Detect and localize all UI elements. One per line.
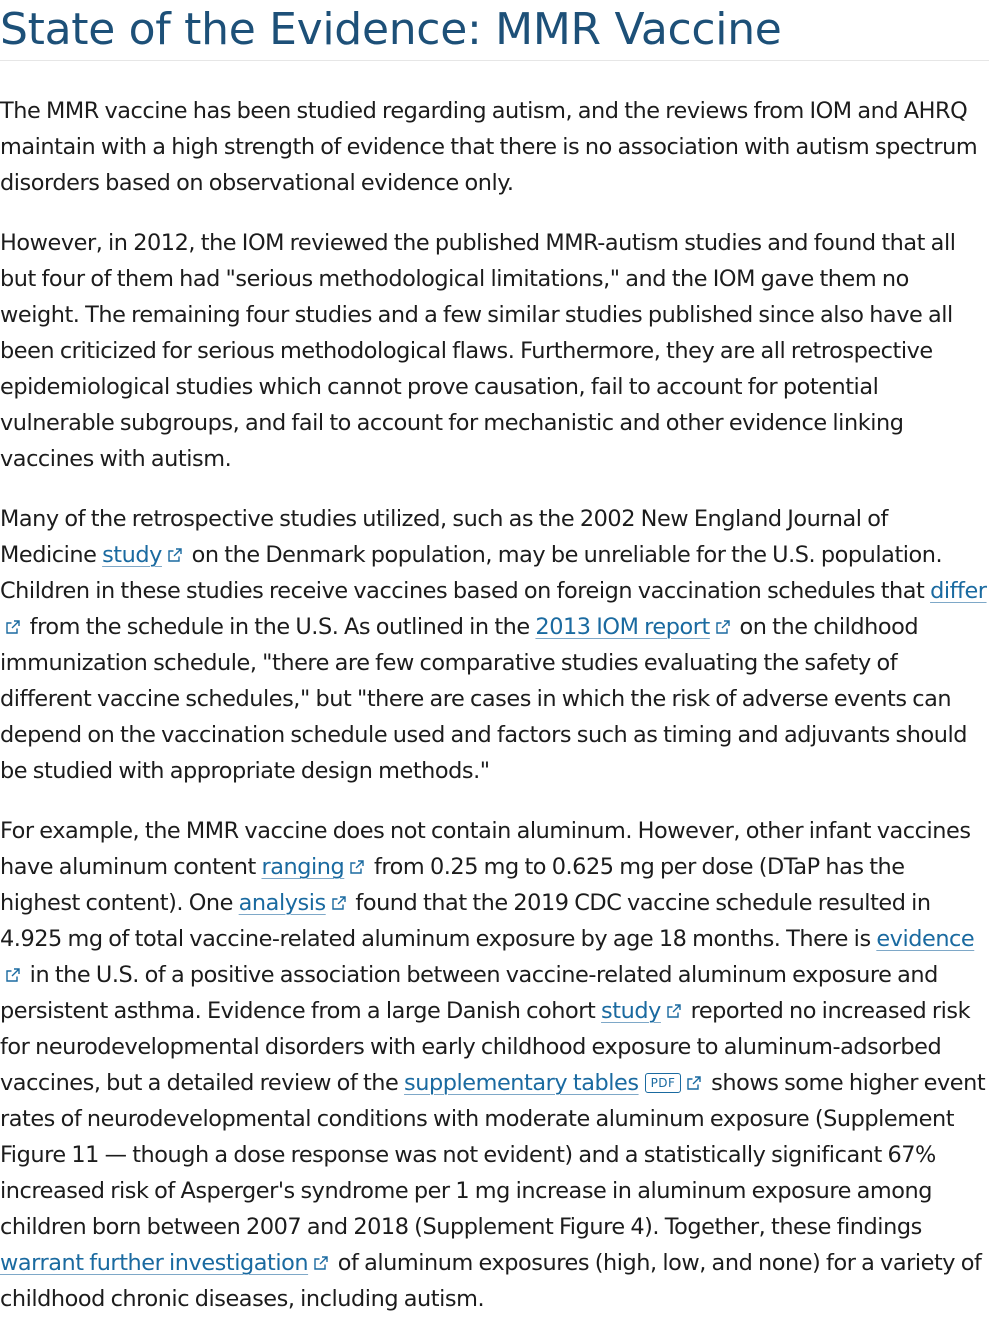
link-ranging[interactable]: ranging — [261, 854, 345, 880]
title-divider — [0, 60, 989, 61]
page-title: State of the Evidence: MMR Vaccine — [0, 4, 782, 55]
link-supplementary-tables[interactable]: supplementary tables — [404, 1070, 639, 1096]
external-link-icon — [5, 967, 21, 983]
link-differ[interactable]: differ — [930, 578, 987, 604]
link-warrant-further-investigation[interactable]: warrant further investigation — [0, 1250, 309, 1276]
paragraph-3 — [0, 501, 989, 789]
pdf-badge: PDF — [645, 1073, 682, 1093]
link-danish-study[interactable]: study — [601, 998, 661, 1024]
paragraph-4 — [0, 813, 989, 1317]
paragraph-4-text-2: from 0.25 mg to 0.625 mg per dose (DTaP has the highest content). One — [0, 854, 905, 916]
paragraph-4-text-5: reported no increased risk for neurodevelopmental disorders with early childhood exposure to aluminum-adsorbed vaccines, but a detailed review of the — [0, 998, 971, 1096]
paragraph-3-text-1: Many of the retrospective studies utilized, such as the 2002 New England Journal of Medicine — [0, 506, 888, 568]
paragraph-3-text-2: on the Denmark population, may be unreliable for the U.S. population. Children in these studies receive vaccines based on foreign vaccination schedules that — [0, 542, 943, 604]
paragraph-4-text-6: shows some higher event rates of neurodevelopmental conditions with moderate aluminum exposure (Supplement Figure 11 — though a dose response was not evident) and a statistically significant 67% increased risk of Asperger's syndrome per 1 mg increase in aluminum exposure among children born between 2007 and 2018 (Supplement Figure 4). Together, these findings — [0, 1070, 986, 1240]
external-link-icon — [715, 619, 731, 635]
external-link-icon — [5, 619, 21, 635]
paragraph-3-text-4: on the childhood immunization schedule, "there are few comparative studies evaluating the safety of different vaccine schedules," but "there are cases in which the risk of adverse events can depend on the vaccination schedule used and factors such as timing and adjuvants should be studied with appropriate design methods." — [0, 614, 968, 784]
external-link-icon — [686, 1075, 702, 1091]
external-link-icon — [349, 859, 365, 875]
external-link-icon — [666, 1003, 682, 1019]
paragraph-1: The MMR vaccine has been studied regarding autism, and the reviews from IOM and AHRQ maintain with a high strength of evidence that there is no association with autism spectrum disorders based on observational evidence only. — [0, 98, 978, 196]
paragraph-4-text-3: found that the 2019 CDC vaccine schedule resulted in 4.925 mg of total vaccine-related aluminum exposure by age 18 months. There is — [0, 890, 931, 952]
external-link-icon — [313, 1255, 329, 1271]
paragraph-4-text-1: For example, the MMR vaccine does not contain aluminum. However, other infant vaccines have aluminum content — [0, 818, 971, 880]
external-link-icon — [331, 895, 347, 911]
paragraph-2: However, in 2012, the IOM reviewed the published MMR-autism studies and found that all but four of them had "serious methodological limitations," and the IOM gave them no weight. The remaining four studies and a few similar studies published since also have all been criticized for serious methodological flaws. Furthermore, they are all retrospective epidemiological studies which cannot prove causation, fail to account for potential vulnerable subgroups, and fail to account for mechanistic and other evidence linking vaccines with autism. — [0, 230, 956, 472]
external-link-icon — [167, 547, 183, 563]
link-2013-iom-report[interactable]: 2013 IOM report — [535, 614, 710, 640]
paragraph-4-text-4: in the U.S. of a positive association between vaccine-related aluminum exposure and persistent asthma. Evidence from a large Danish cohort — [0, 962, 938, 1024]
link-evidence[interactable]: evidence — [876, 926, 975, 952]
paragraph-4-text-7: of aluminum exposures (high, low, and none) for a variety of childhood chronic diseases, including autism. — [0, 1250, 982, 1312]
link-analysis[interactable]: analysis — [238, 890, 326, 916]
link-study-nejm[interactable]: study — [102, 542, 162, 568]
paragraph-3-text-3: from the schedule in the U.S. As outlined in the — [24, 614, 536, 640]
